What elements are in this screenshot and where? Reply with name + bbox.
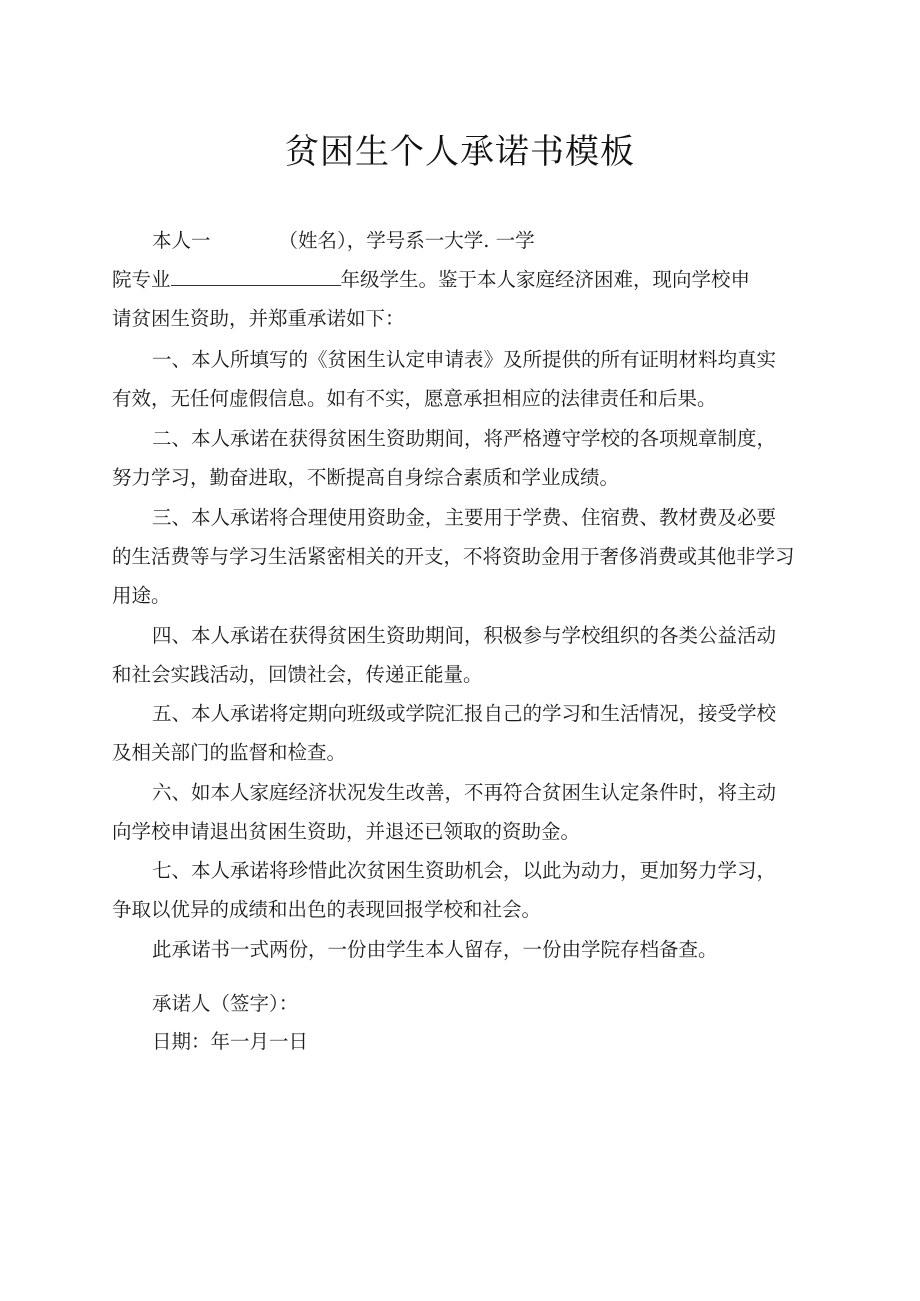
intro-line-3: 请贫困生资助，并郑重承诺如下： [112,307,405,330]
clause-6-line-1: 六、如本人家庭经济状况发生改善，不再符合贫困生认定条件时，将主动 [152,781,777,804]
date-label: 日期：年一月一日 [152,1030,309,1053]
copies-note: 此承诺书一式两份，一份由学生本人留存，一份由学院存档备查。 [152,938,718,961]
signature-label: 承诺人（签字）： [152,992,299,1015]
clause-3-line-3: 用途。 [112,584,171,607]
intro-major-prefix: 院专业 [112,268,171,291]
intro-major-suffix: 年级学生。鉴于本人家庭经济困难，现向学校申 [340,268,751,291]
clause-1-line-2: 有效，无任何虚假信息。如有不实，愿意承担相应的法律责任和后果。 [112,387,717,410]
intro-line-2 [112,267,750,293]
clause-7-line-2: 争取以优异的成绩和出色的表现回报学校和社会。 [112,898,542,921]
intro-name-prefix: 本人一 [152,229,211,252]
document-title: 贫困生个人承诺书模板 [285,132,635,172]
clause-6-line-2: 向学校申请退出贫困生资助，并退还已领取的资助金。 [112,820,581,843]
clause-4-line-2: 和社会实践活动，回馈社会，传递正能量。 [112,663,483,686]
clause-2-line-2: 努力学习，勤奋进取，不断提高自身综合素质和学业成绩。 [112,466,620,489]
intro-name-suffix: （姓名），学号系一大学. 一学 [278,229,535,252]
clause-4-line-1: 四、本人承诺在获得贫困生资助期间，积极参与学校组织的各类公益活动 [152,624,777,647]
clause-2-line-1: 二、本人承诺在获得贫困生资助期间，将严格遵守学校的各项规章制度， [152,427,777,450]
clause-5-line-2: 及相关部门的监督和检查。 [112,741,347,764]
intro-line-1 [152,228,535,254]
clause-5-line-1: 五、本人承诺将定期向班级或学院汇报自己的学习和生活情况，接受学校 [152,702,777,725]
clause-7-line-1: 七、本人承诺将珍惜此次贫困生资助机会，以此为动力，更加努力学习， [152,859,777,882]
clause-3-line-2: 的生活费等与学习生活紧密相关的开支，不将资助金用于奢侈消费或其他非学习 [112,545,795,568]
clause-3-line-1: 三、本人承诺将合理使用资助金，主要用于学费、住宿费、教材费及必要 [152,506,777,529]
major-blank-field [171,267,341,286]
clause-1-line-1: 一、本人所填写的《贫困生认定申请表》及所提供的所有证明材料均真实 [152,348,777,371]
